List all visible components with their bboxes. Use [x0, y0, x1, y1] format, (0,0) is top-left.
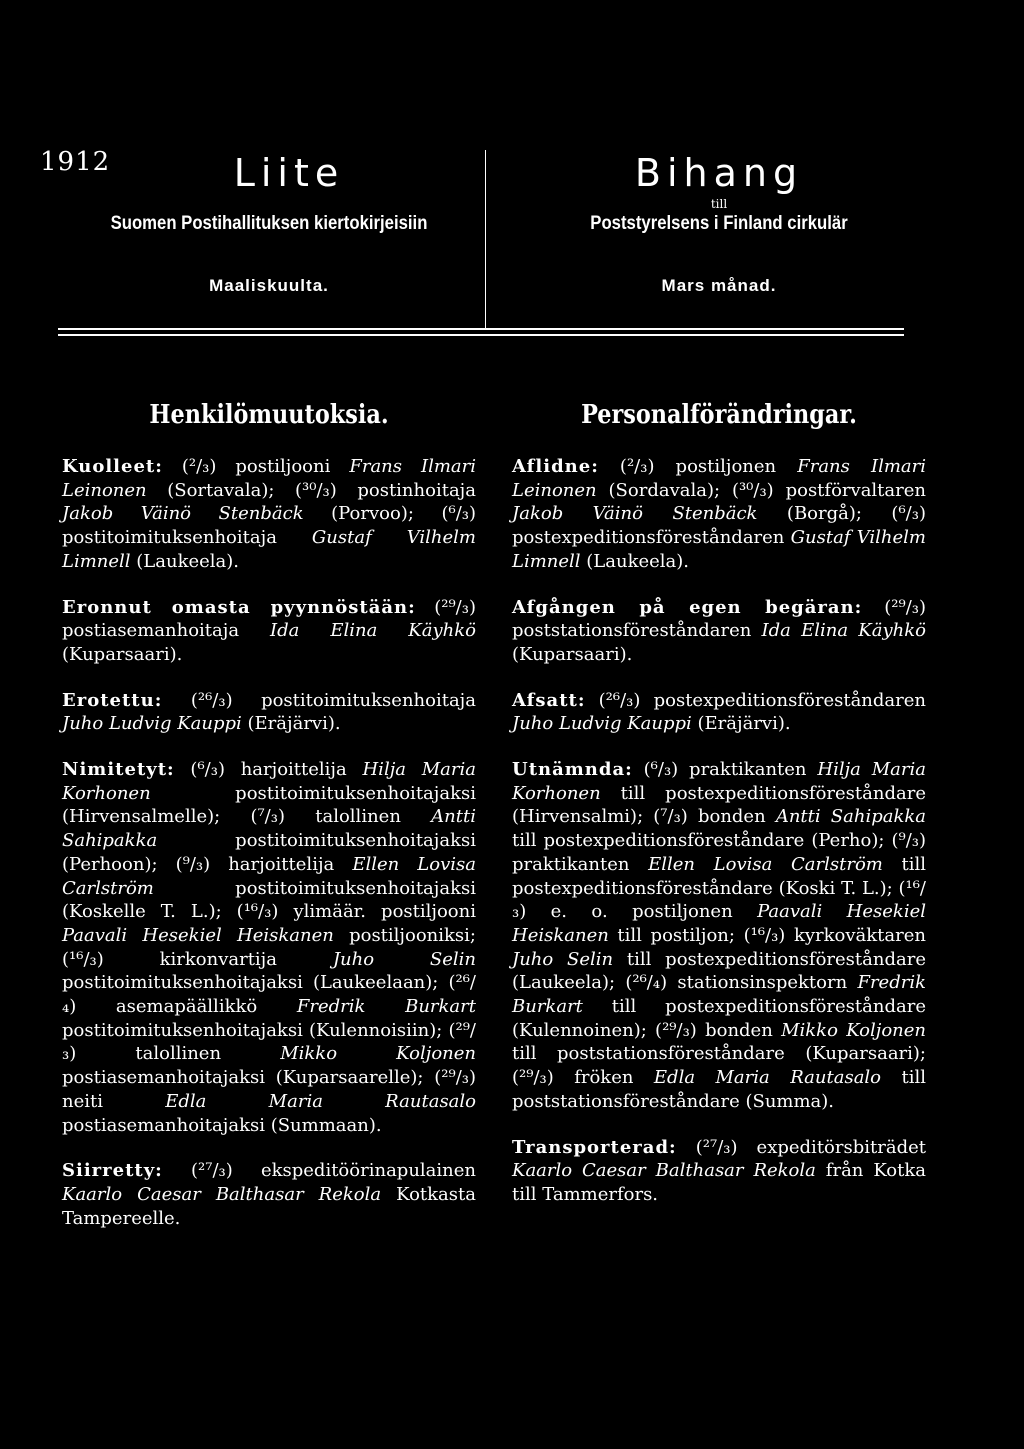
text: postitoimituksenhoitajaksi (Laukeelaan); (²⁶/₄) asemapäällikkö [62, 972, 476, 1018]
person-name: Juho Ludvig Kauppi [62, 713, 242, 735]
header-rule-top [58, 328, 904, 330]
text: (⁶/₃) harjoittelija [174, 759, 363, 781]
person-name: Frans Ilmari Leinonen [62, 456, 477, 501]
person-name: Ida Elina Käyhkö [270, 620, 476, 642]
paragraph-lead: Afgången på egen begäran: [512, 596, 863, 618]
paragraph-lead: Aflidne: [512, 456, 599, 477]
text: från Kotka till Tammerfors. [512, 1160, 926, 1205]
person-name: Gustaf Vilhelm Limnell [512, 527, 927, 572]
right-header [512, 150, 926, 296]
left-month: Maaliskuulta. [209, 276, 329, 295]
person-name: Frans Ilmari Leinonen [512, 456, 926, 501]
person-name: Ida Elina Käyhkö [761, 620, 926, 642]
person-name: Kaarlo Caesar Balthasar Rekola [512, 1160, 816, 1182]
left-paragraph-resigned [62, 596, 476, 667]
text: (Laukeela). [130, 550, 240, 572]
person-name: Mikko Koljonen [280, 1043, 476, 1065]
text: till postexpeditionsföreståndare (Kulennoinen); (²⁹/₃) bonden [512, 996, 926, 1041]
text: postitoimituksenhoitajaksi (Kulennoisiin); (²⁹/₃) talollinen [62, 1019, 476, 1065]
person-name: Antti Sahipakka [62, 806, 476, 852]
text: postitoimituksenhoitajaksi (Perhoon); (⁹/₃) harjoittelija [62, 830, 476, 875]
text: till poststationsföreståndare (Summa). [512, 1067, 926, 1112]
text: till postexpeditionsföreståndare (Koski T. L.); (¹⁶/₃) e. o. postiljonen [512, 853, 927, 923]
left-publication: Suomen Postihallituksen kiertokirjeisiin [110, 213, 428, 234]
text: (Sordavala); (³⁰/₃) postförvaltaren [596, 479, 926, 501]
text: postitoimituksenhoitajaksi (Hirvensalmelle); (⁷/₃) talollinen [62, 782, 476, 828]
left-spacer [62, 196, 476, 212]
text: (Porvoo); (⁶/₃) postitoimituksenhoitaja [62, 503, 476, 549]
text: (²/₃) postiljooni [162, 456, 350, 477]
right-section-title: Personalförändringar. [581, 400, 857, 430]
right-publication: Poststyrelsens i Finland cirkulär [590, 213, 848, 234]
paragraph-lead: Afsatt: [512, 689, 586, 711]
left-paragraph-dismissed [62, 689, 476, 736]
text: (Kuparsaari). [62, 643, 183, 665]
person-name: Fredrik Burkart [512, 972, 926, 1018]
text: (²⁶/₃) postexpeditionsföreståndaren [585, 689, 926, 711]
text: postitoimituksenhoitajaksi (Koskelle T. L.); (¹⁶/₃) ylimäär. postiljooni [62, 877, 476, 923]
left-paragraph-appointed [62, 758, 476, 1137]
text: (²⁷/₃) expeditörsbiträdet [676, 1136, 926, 1158]
right-month: Mars månad. [661, 276, 777, 295]
text: (Sortavala); (³⁰/₃) postinhoitaja [146, 479, 476, 501]
text: (Laukeela). [580, 550, 690, 572]
person-name: Mikko Koljonen [781, 1019, 927, 1041]
person-name: Juho Selin [512, 948, 614, 970]
person-name: Ellen Lovisa Carlström [648, 853, 883, 875]
right-body [512, 455, 926, 1229]
text: (²/₃) postiljonen [598, 456, 798, 477]
column-divider [485, 150, 486, 328]
text: postiasemanhoitajaksi (Kuparsaarelle); (²⁹/₃) neiti [62, 1067, 476, 1112]
year-label: 1912 [40, 147, 111, 177]
paragraph-lead: Erotettu: [62, 689, 163, 711]
text: (Eräjärvi). [691, 713, 791, 735]
person-name: Kaarlo Caesar Balthasar Rekola [62, 1183, 382, 1205]
person-name: Hilja Maria Korhonen [512, 759, 927, 804]
person-name: Edla Maria Rautasalo [165, 1090, 477, 1112]
text: (Borgå); (⁶/₃) postexpeditionsföreståndaren [512, 503, 926, 549]
text: till postexpeditionsföreståndare (Hirvensalmi); (⁷/₃) bonden [512, 782, 926, 828]
person-name: Edla Maria Rautasalo [653, 1067, 882, 1089]
right-paragraph-transferred [512, 1136, 926, 1207]
right-paragraph-appointed [512, 758, 926, 1114]
right-paragraph-dismissed [512, 689, 926, 736]
right-title: Bihang [634, 151, 804, 195]
paragraph-lead: Kuolleet: [62, 456, 163, 477]
header-rule-bottom [58, 334, 904, 336]
person-name: Jakob Väinö Stenbäck [62, 503, 304, 525]
text: (Eräjärvi). [241, 713, 341, 735]
left-body [62, 455, 476, 1252]
paragraph-lead: Transporterad: [512, 1136, 677, 1158]
paragraph-lead: Siirretty: [62, 1160, 163, 1182]
right-paragraph-resigned [512, 596, 926, 667]
text: postiasemanhoitajaksi (Summaan). [62, 1114, 382, 1136]
text: (⁶/₃) praktikanten [632, 759, 818, 781]
person-name: Fredrik Burkart [296, 996, 476, 1018]
text: Kotkasta Tampereelle. [62, 1183, 476, 1229]
text: postiljooniksi; (¹⁶/₃) kirkonvartija [62, 924, 476, 970]
left-paragraph-transferred [62, 1159, 476, 1230]
person-name: Hilja Maria Korhonen [62, 759, 476, 804]
left-section-title: Henkilömuutoksia. [149, 400, 389, 430]
text: (²⁷/₃) ekspeditöörinapulainen [162, 1160, 476, 1182]
text: till postiljon; (¹⁶/₃) kyrkoväktaren [608, 924, 926, 946]
left-title: Liite [233, 151, 345, 195]
person-name: Juho Ludvig Kauppi [512, 713, 692, 735]
person-name: Paavali Hesekiel Heiskanen [512, 901, 926, 946]
right-till: till [710, 197, 728, 211]
right-paragraph-deceased [512, 455, 926, 574]
left-header [62, 150, 476, 296]
text: (²⁹/₃) poststationsföreståndaren [512, 596, 926, 642]
person-name: Antti Sahipakka [775, 806, 926, 828]
paragraph-lead: Nimitetyt: [62, 759, 175, 781]
person-name: Jakob Väinö Stenbäck [512, 503, 758, 525]
text: (²⁹/₃) postiasemanhoitaja [62, 596, 476, 642]
person-name: Juho Selin [332, 948, 476, 970]
paragraph-lead: Utnämnda: [512, 759, 633, 781]
person-name: Gustaf Vilhelm Limnell [62, 527, 476, 572]
paragraph-lead: Eronnut omasta pyynnöstään: [62, 596, 416, 618]
left-paragraph-deceased [62, 455, 476, 574]
text: till postexpeditionsföreståndare (Laukeela); (²⁶/₄) stationsinspektorn [512, 948, 926, 994]
text: till postexpeditionsföreståndare (Perho); (⁹/₃) praktikanten [512, 830, 926, 875]
text: (²⁶/₃) postitoimituksenhoitaja [162, 689, 476, 711]
person-name: Paavali Hesekiel Heiskanen [62, 924, 334, 946]
text: till poststationsföreståndare (Kuparsaari); (²⁹/₃) fröken [512, 1043, 926, 1089]
text: (Kuparsaari). [512, 643, 633, 665]
person-name: Ellen Lovisa Carlström [62, 853, 476, 899]
